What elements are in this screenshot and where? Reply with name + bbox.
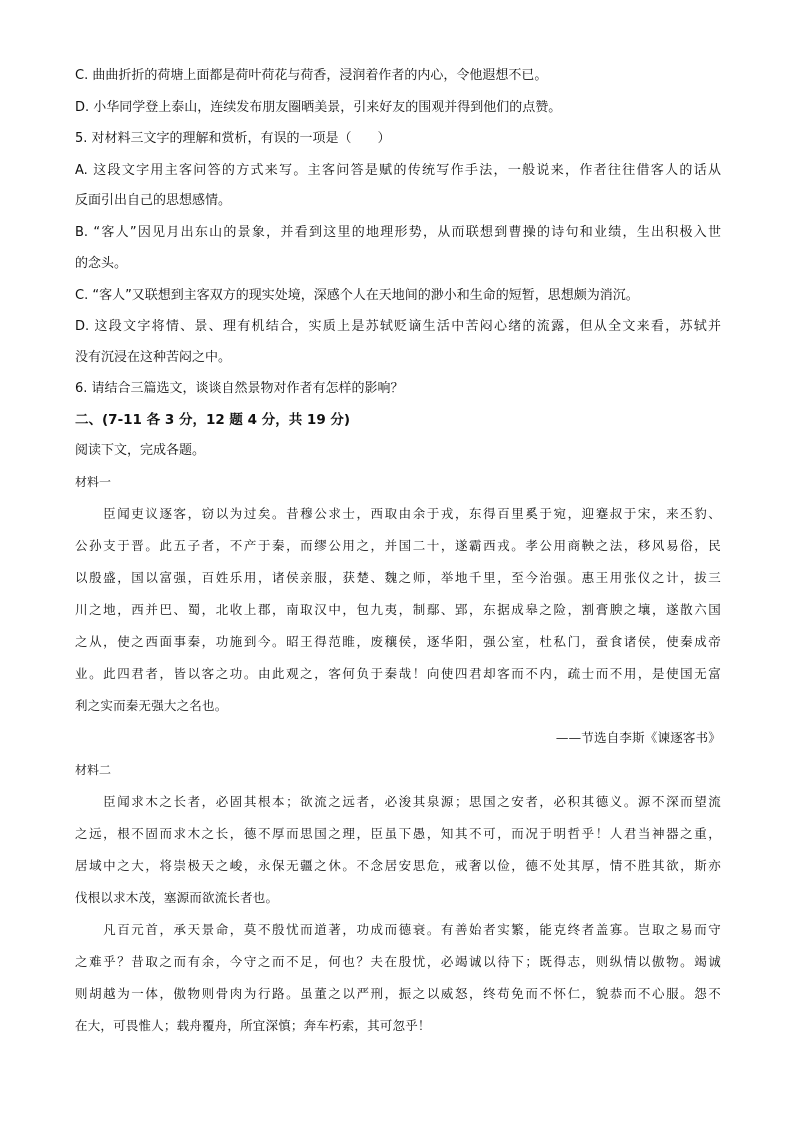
option-d-q5-cont: 没有沉浸在这种苦闷之中。 [75, 350, 232, 365]
material-one-line: 之从，使之西面事秦，功施到今。昭王得范睢，废穰侯，逐华阳，强公室，杜私门，蚕食诸侯，使秦成帝 [75, 634, 721, 649]
option-a-q5: A. 这段文字用主客问答的方式来写。主客问答是赋的传统写作手法，一般说来，作者往往借客人的话从 [75, 163, 721, 178]
material-two-line: 在大，可畏惟人；载舟覆舟，所宜深慎；奔车朽索，其可忽乎！ [75, 1018, 431, 1033]
option-c-q5: C. “客人”又联想到主客双方的现实处境，深感个人在天地间的渺小和生命的短暂，思想颇为消沉。 [75, 288, 639, 303]
material-one-line: 臣闻吏议逐客，窃以为过矣。昔穆公求士，西取由余于戎，东得百里奚于宛，迎蹇叔于宋，来丕豹、 [75, 506, 721, 521]
question-5: 5. 对材料三文字的理解和赏析，有误的一项是（ ） [75, 131, 391, 146]
material-two-line: 凡百元首，承天景命，莫不殷忧而道著，功成而德衰。有善始者实繁，能克终者盖寡。岂取之易而守 [75, 922, 721, 937]
option-a-q5-cont: 反面引出自己的思想感情。 [75, 193, 232, 208]
material-two-line: 之难乎？昔取之而有余，今守之而不足，何也？夫在殷忧，必竭诚以待下；既得志，则纵情以傲物。竭诚 [75, 954, 721, 969]
material-one-line: 业。此四君者，皆以客之功。由此观之，客何负于秦哉！向使四君却客而不内，疏士而不用，是使国无富 [75, 666, 721, 681]
material-one-label: 材料一 [75, 475, 112, 489]
option-b-q5: B. “客人”因见月出东山的景象，并看到这里的地理形势，从而联想到曹操的诗句和业绩，生出积极入世 [75, 225, 721, 240]
material-one-line: 利之实而秦无强大之名也。 [75, 698, 228, 713]
option-d-q4: D. 小华同学登上泰山，连续发布朋友圈晒美景，引来好友的围观并得到他们的点赞。 [75, 100, 562, 115]
material-two-line: 之远，根不固而求木之长，德不厚而思国之理，臣虽下愚，知其不可，而况于明哲乎！人君当神器之重， [75, 826, 721, 841]
section-two-heading: 二、(7-11 各 3 分，12 题 4 分，共 19 分) [75, 412, 351, 428]
option-b-q5-cont: 的念头。 [75, 256, 128, 271]
question-6: 6. 请结合三篇选文，谈谈自然景物对作者有怎样的影响？ [75, 381, 404, 396]
material-two-line: 臣闻求木之长者，必固其根本；欲流之远者，必浚其泉源；思国之安者，必积其德义。源不深而望流 [75, 794, 721, 809]
material-two-line: 居域中之大，将崇极天之峻，永保无疆之休。不念居安思危，戒奢以俭，德不处其厚，情不胜其欲，斯亦 [75, 858, 721, 873]
option-d-q5: D. 这段文字将情、景、理有机结合，实质上是苏轼贬谪生活中苦闷心绪的流露，但从全文来看，苏轼并 [75, 319, 721, 334]
material-one-line: 川之地，西并巴、蜀，北收上郡，南取汉中，包九夷，制鄢、郢，东据成皋之险，割膏腴之壤，遂散六国 [75, 602, 721, 617]
material-two-line: 伐根以求木茂，塞源而欲流长者也。 [75, 890, 279, 905]
material-two-label: 材料二 [75, 763, 112, 777]
material-one-source: ——节选自李斯《谏逐客书》 [555, 730, 721, 745]
section-instruction: 阅读下文，完成各题。 [75, 443, 206, 458]
material-one-line: 公孙支于晋。此五子者，不产于秦，而缪公用之，并国二十，遂霸西戎。孝公用商鞅之法，移风易俗，民 [75, 538, 721, 553]
material-two-line: 则胡越为一体，傲物则骨肉为行路。虽董之以严刑，振之以威怒，终苟免而不怀仁，貌恭而不心服。怨不 [75, 986, 721, 1001]
material-one-line: 以殷盛，国以富强，百姓乐用，诸侯亲服，获楚、魏之师，举地千里，至今治强。惠王用张仪之计，拔三 [75, 570, 721, 585]
option-c-q4: C. 曲曲折折的荷塘上面都是荷叶荷花与荷香，浸润着作者的内心，令他遐想不已。 [75, 68, 548, 83]
